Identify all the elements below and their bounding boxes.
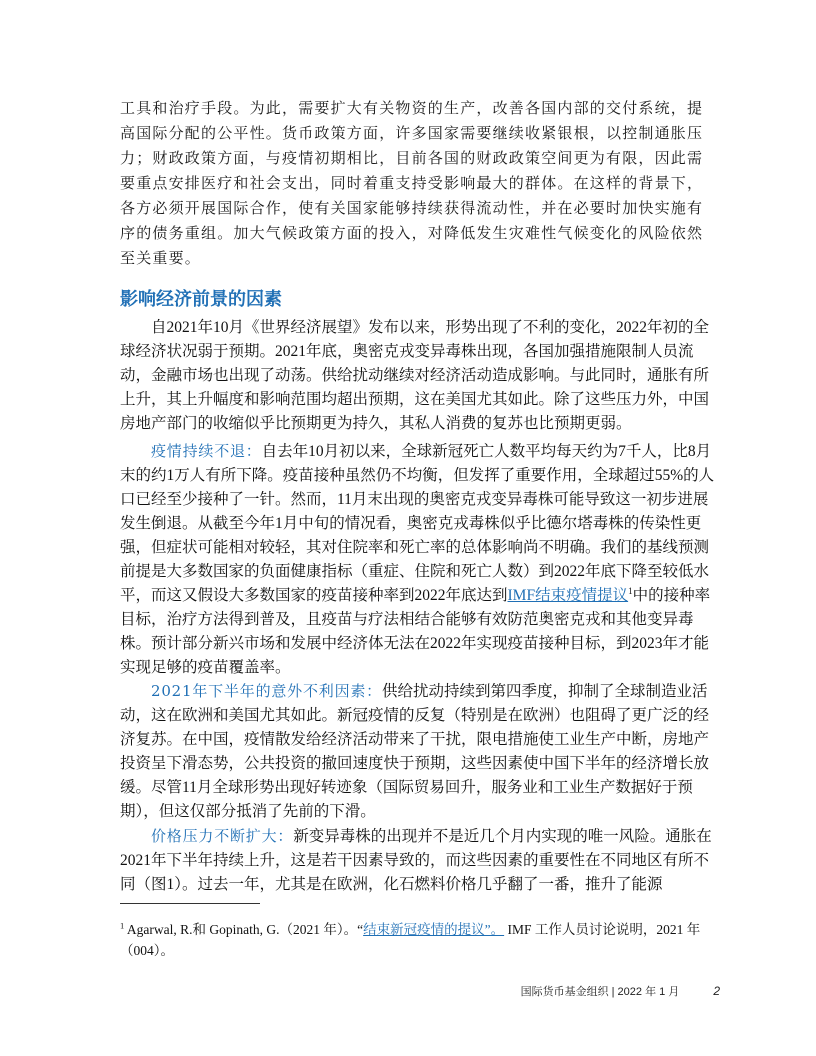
pandemic-text-a: 自去年10月初以来，全球新冠死亡人数平均每天约为7千人，比8月末的约1万人有所下降。疫苗接种虽然仍不均衡，但发挥了重要作用，全球超过55%的人口已经至少接种了一针。然而，11月末出现的奥密克戎变异毒株可能导致这一初步进展发生倒退。从截至今年1月中旬的情况看，奥密克戎毒株似乎比德尔塔毒株的传染性更强，但症状可能相对较轻，其对住院率和死亡率的总体影响尚不明确。我们的基线预测前提是大多数国家的负面健康指标（重症、住院和死亡人数）到2022年底下降至较低水平，而这又假设大多数国家的疫苗接种率到2022年底达到 (120, 443, 715, 604)
footnote (120, 919, 716, 961)
page-footer (420, 983, 720, 999)
footnote-number: 1 (120, 920, 125, 931)
page-number: 2 (713, 984, 720, 998)
imf-proposal-link[interactable]: IMF结束疫情提议 (507, 587, 629, 604)
h2-2021-text: 供给扰动持续到第四季度，抑制了全球制造业活动，这在欧洲和美国尤其如此。新冠疫情的反复（特别是在欧洲）也阻碍了更广泛的经济复苏。在中国，疫情散发给经济活动带来了干扰，限电措施使工业生产中断，房地产投资呈下滑态势，公共投资的撤回速度快于预期，这些因素使中国下半年的经济增长放缓。尽管11月全球形势出现好转迹象（国际贸易回升，服务业和工业生产数据好于预期），但这仅部分抵消了先前的下滑。 (120, 683, 710, 820)
paragraph-price-pressure (120, 824, 716, 897)
intro-text: 工具和治疗手段。为此，需要扩大有关物资的生产，改善各国内部的交付系统，提高国际分配的公平性。货币政策方面，许多国家需要继续收紧银根，以控制通胀压力；财政政策方面，与疫情初期相比，目前各国的财政政策空间更为有限，因此需要重点安排医疗和社会支出，同时着重支持受影响最大的群体。在这样的背景下，各方必须开展国际合作，使有关国家能够持续获得流动性，并在必要时加快实施有序的债务重组。加大气候政策方面的投入，对降低发生灾难性气候变化的风险依然至关重要。 (120, 99, 704, 267)
intro-paragraph (120, 96, 716, 271)
paragraph-overview: 自2021年10月《世界经济展望》发布以来，形势出现了不利的变化，2022年初的全球经济状况弱于预期。2021年底，奥密克戎变异毒株出现，各国加强措施限制人员流动，金融市场也出现了动荡。供给扰动继续对经济活动造成影响。与此同时，通胀有所上升，其上升幅度和影响范围均超出预期，这在美国尤其如此。除了这些压力外，中国房地产部门的收缩似乎比预期更为持久，其私人消费的复苏也比预期更弱。 (120, 319, 710, 432)
price-pressure-text: 新变异毒株的出现并不是近几个月内实现的唯一风险。通胀在2021年下半年持续上升，这是若干因素导致的，而这些因素的重要性在不同地区有所不同（图1）。过去一年，尤其是在欧洲，化石燃料价格几乎翻了一番，推升了能源 (120, 828, 712, 893)
footer-text: 国际货币基金组织 | 2022 年 1 月 (520, 986, 680, 998)
paragraph-h2-2021 (120, 679, 716, 824)
footnote-ref[interactable]: 1 (628, 585, 633, 596)
paragraph-lead-h2-2021: 2021年下半年的意外不利因素： (151, 682, 382, 700)
paragraph-pandemic (120, 439, 716, 680)
footnote-text-b: IMF 工作人员讨论说明，2021 年（004）。 (120, 922, 701, 958)
footnote-text-a: Agarwal, R.和 Gopinath, G.（2021 年）。“ (126, 922, 364, 937)
footnote-link[interactable]: 结束新冠疫情的提议”。 (363, 922, 505, 937)
section-heading: 影响经济前景的因素 (120, 289, 282, 309)
paragraph-lead-price-pressure: 价格压力不断扩大： (151, 827, 294, 845)
section-heading-container (120, 285, 716, 311)
paragraph-lead-pandemic: 疫情持续不退： (151, 442, 262, 460)
footnote-divider (120, 903, 260, 904)
pandemic-text-b: 中的接种率目标，治疗方法得到普及，且疫苗与疗法相结合能够有效防范奥密克戎和其他变异毒株。预计部分新兴市场和发展中经济体无法在2022年实现疫苗接种目标，到2023年才能实现足够的疫苗覆盖率。 (120, 587, 711, 676)
